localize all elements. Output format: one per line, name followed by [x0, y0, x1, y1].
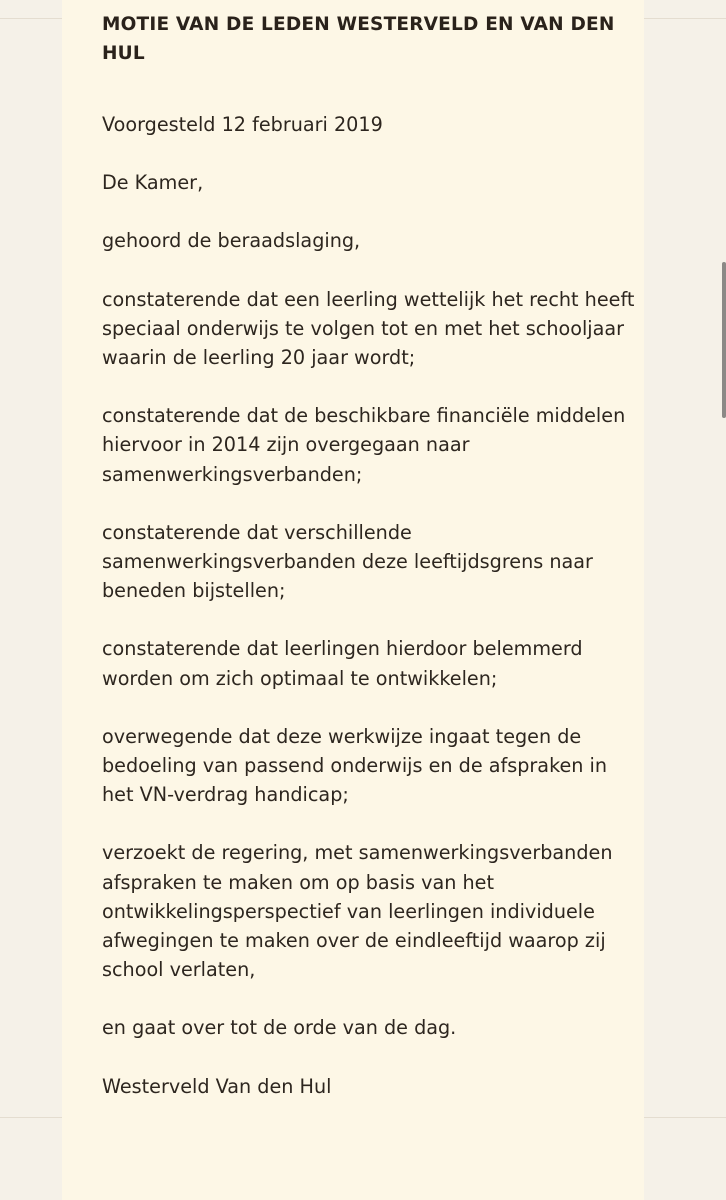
paragraph-considering-3: constaterende dat verschillende samenwerkingsverbanden deze leeftijdsgrens naar beneden bijstellen;	[102, 520, 593, 603]
salutation: De Kamer,	[102, 171, 204, 195]
paragraph-heard: gehoord de beraadslaging,	[102, 229, 361, 253]
signatories: Westerveld Van den Hul	[102, 1074, 332, 1098]
right-gutter-line-top	[644, 18, 726, 19]
document-page	[62, 0, 644, 1200]
right-gutter-line-bottom	[644, 1117, 726, 1118]
left-gutter-line-top	[0, 18, 62, 19]
paragraph-request: verzoekt de regering, met samenwerkingsverbanden afspraken te maken om op basis van het ontwikkelingsperspectief van leerlingen individuele afwegingen te maken over de eindleeftijd waarop zij school verlaten,	[102, 841, 613, 982]
paragraph-considering-1: constaterende dat een leerling wettelijk het recht heeft speciaal onderwijs te volgen tot en met het schooljaar waarin de leerling 20 jaar wordt;	[102, 287, 635, 370]
motion-title: MOTIE VAN DE LEDEN WESTERVELD EN VAN DEN HUL	[102, 14, 615, 64]
date-proposed: Voorgesteld 12 februari 2019	[102, 113, 383, 136]
scrollbar-thumb[interactable]	[722, 262, 726, 418]
left-gutter-line-bottom	[0, 1117, 62, 1118]
paragraph-considering-2: constaterende dat de beschikbare financiële middelen hiervoor in 2014 zijn overgegaan naar samenwerkingsverbanden;	[102, 404, 626, 486]
paragraph-closing: en gaat over tot de orde van de dag.	[102, 1016, 457, 1040]
paragraph-considering-4: constaterende dat leerlingen hierdoor belemmerd worden om zich optimaal te ontwikkelen;	[102, 637, 583, 690]
paragraph-whereas: overwegende dat deze werkwijze ingaat tegen de bedoeling van passend onderwijs en de afspraken in het VN-verdrag handicap;	[102, 724, 608, 807]
